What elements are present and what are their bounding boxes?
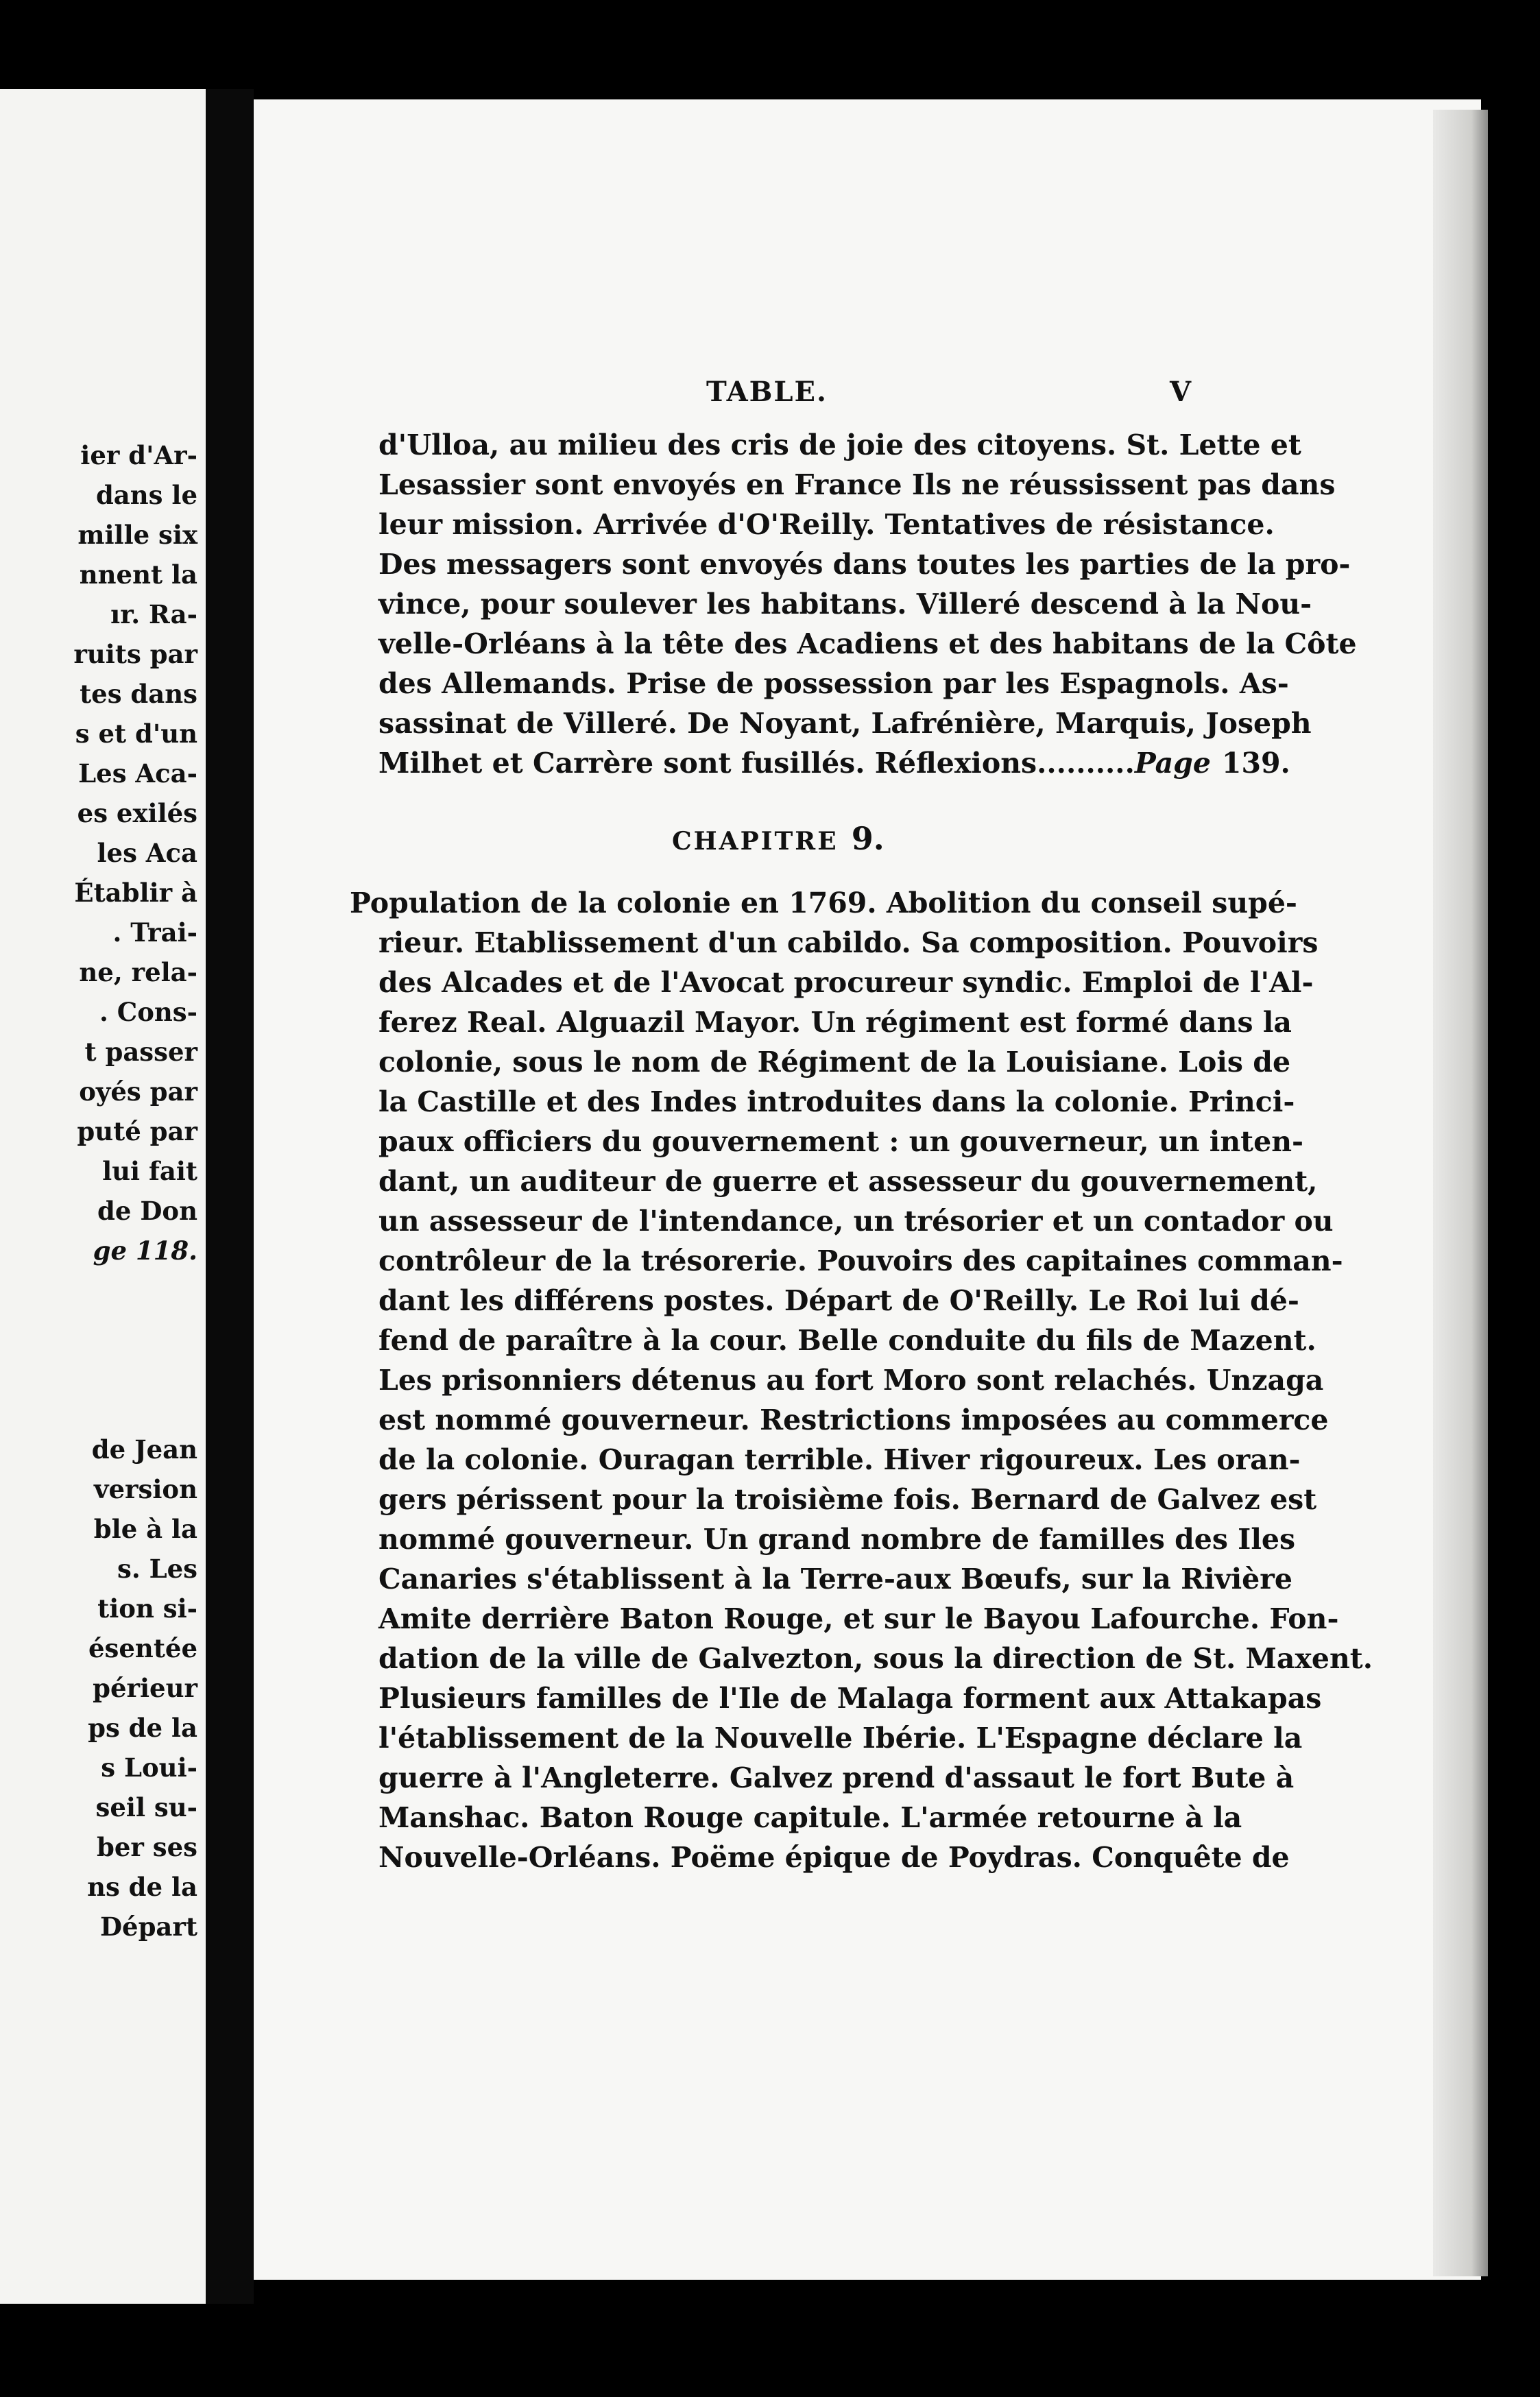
text-line: Nouvelle-Orléans. Poëme épique de Poydras. Conquête de xyxy=(378,1841,1290,1874)
book-gutter xyxy=(206,89,254,2304)
chapter-number: 9. xyxy=(851,820,885,857)
previous-page-line: . Cons- xyxy=(99,997,197,1027)
text-line: Lesassier sont envoyés en France Ils ne réussissent pas dans xyxy=(378,468,1336,501)
text-line-with-page-ref xyxy=(378,743,1290,783)
previous-page xyxy=(0,89,206,2304)
previous-page-line: s. Les xyxy=(117,1554,197,1584)
text-line: est nommé gouverneur. Restrictions imposées au commerce xyxy=(378,1404,1329,1436)
text-line: Des messagers sont envoyés dans toutes les parties de la pro- xyxy=(378,548,1351,581)
text-line: dation de la ville de Galvezton, sous la direction de St. Maxent. xyxy=(378,1642,1373,1675)
chapter-word: CHAPITRE xyxy=(672,827,839,856)
previous-page-line: puté par xyxy=(77,1116,197,1146)
previous-page-gap xyxy=(0,1270,197,1430)
page-number: V xyxy=(1170,376,1192,408)
text-line: contrôleur de la trésorerie. Pouvoirs des capitaines comman- xyxy=(378,1244,1343,1277)
previous-page-line: de Jean xyxy=(91,1434,197,1465)
text-line: Canaries s'établissent à la Terre-aux Bœufs, sur la Rivière xyxy=(378,1563,1292,1595)
text-line: dant, un auditeur de guerre et assesseur du gouvernement, xyxy=(378,1165,1318,1198)
previous-page-line: oyés par xyxy=(79,1076,197,1107)
text-line: nommé gouverneur. Un grand nombre de familles des Iles xyxy=(378,1523,1296,1556)
text-line: dant les différens postes. Départ de O'Reilly. Le Roi lui dé- xyxy=(378,1284,1299,1317)
text-line: leur mission. Arrivée d'O'Reilly. Tentatives de résistance. xyxy=(378,508,1275,541)
previous-page-line: ır. Ra- xyxy=(110,599,197,629)
previous-page-line: ns de la xyxy=(87,1872,197,1902)
previous-page-text xyxy=(0,435,197,1947)
previous-page-line: ier d'Ar- xyxy=(80,440,197,470)
previous-page-line: ble à la xyxy=(93,1514,197,1544)
text-line: des Alcades et de l'Avocat procureur syndic. Emploi de l'Al- xyxy=(378,966,1314,999)
running-header-title: TABLE. xyxy=(706,376,828,408)
previous-page-line: tes dans xyxy=(80,679,197,709)
text-line: des Allemands. Prise de possession par les Espagnols. As- xyxy=(378,667,1289,700)
text-line: sassinat de Villeré. De Noyant, Lafrénière, Marquis, Joseph xyxy=(378,707,1312,740)
previous-page-line: nnent la xyxy=(79,559,197,590)
previous-page-line: ps de la xyxy=(88,1713,197,1743)
chapter-9-summary xyxy=(350,883,1373,1877)
text-line: Les prisonniers détenus au fort Moro sont relachés. Unzaga xyxy=(378,1364,1324,1397)
text-line: la Castille et des Indes introduites dans la colonie. Princi- xyxy=(378,1085,1295,1118)
text-line: Population de la colonie en 1769. Abolition du conseil supé- xyxy=(350,887,1297,919)
text-line: Plusieurs familles de l'Ile de Malaga forment aux Attakapas xyxy=(378,1682,1322,1715)
text-line: l'établissement de la Nouvelle Ibérie. L'Espagne déclare la xyxy=(378,1722,1303,1755)
previous-page-line: Les Aca- xyxy=(78,758,197,788)
previous-page-line: lui fait xyxy=(102,1156,197,1186)
previous-page-line: Départ xyxy=(99,1912,197,1942)
text-line: Amite derrière Baton Rouge, et sur le Bayou Lafourche. Fon- xyxy=(378,1602,1339,1635)
previous-page-line: les Aca xyxy=(97,838,197,868)
previous-page-line: périeur xyxy=(93,1673,197,1703)
previous-page-line: s Loui- xyxy=(101,1752,197,1783)
previous-page-line: ne, rela- xyxy=(79,957,197,987)
text-line: rieur. Etablissement d'un cabildo. Sa composition. Pouvoirs xyxy=(378,926,1319,959)
previous-page-line: tion si- xyxy=(97,1593,197,1624)
previous-page-line: seil su- xyxy=(95,1792,197,1822)
text-line: d'Ulloa, au milieu des cris de joie des citoyens. St. Lette et xyxy=(378,429,1301,461)
previous-page-line: ésentée xyxy=(88,1633,197,1663)
previous-page-line: . Trai- xyxy=(112,917,197,948)
text-line-body: Milhet et Carrère sont fusillés. Réflexions.......... xyxy=(378,747,1135,780)
page-edge xyxy=(1433,110,1488,2276)
text-line: guerre à l'Angleterre. Galvez prend d'assaut le fort Bute à xyxy=(378,1761,1295,1794)
text-line: Manshac. Baton Rouge capitule. L'armée retourne à la xyxy=(378,1801,1242,1834)
chapter-heading xyxy=(672,820,885,857)
previous-page-line: ruits par xyxy=(73,639,197,669)
previous-page-line: ge 118. xyxy=(93,1236,197,1266)
previous-page-line: es exilés xyxy=(77,798,197,828)
previous-page-line: version xyxy=(94,1474,197,1504)
text-line: velle-Orléans à la tête des Acadiens et des habitans de la Côte xyxy=(378,627,1357,660)
previous-page-line: dans le xyxy=(95,480,197,510)
page-reference-word: Page xyxy=(1134,747,1211,780)
previous-page-line: t passer xyxy=(84,1037,197,1067)
page-reference-number: 139. xyxy=(1221,747,1290,780)
text-line: paux officiers du gouvernement : un gouverneur, un inten- xyxy=(378,1125,1304,1158)
text-line: fend de paraître à la cour. Belle conduite du fils de Mazent. xyxy=(378,1324,1316,1357)
text-line: gers périssent pour la troisième fois. Bernard de Galvez est xyxy=(378,1483,1317,1516)
previous-page-line: ber ses xyxy=(97,1832,197,1862)
chapter-8-summary xyxy=(378,425,1357,783)
text-line: un assesseur de l'intendance, un trésorier et un contador ou xyxy=(378,1205,1334,1238)
previous-page-line: s et d'un xyxy=(75,719,197,749)
previous-page-line: Établir à xyxy=(74,878,197,908)
text-line: ferez Real. Alguazil Mayor. Un régiment est formé dans la xyxy=(378,1006,1292,1039)
text-line: vince, pour soulever les habitans. Villeré descend à la Nou- xyxy=(378,588,1312,621)
text-line: de la colonie. Ouragan terrible. Hiver rigoureux. Les oran- xyxy=(378,1443,1301,1476)
previous-page-line: de Don xyxy=(97,1196,197,1226)
text-line: colonie, sous le nom de Régiment de la Louisiane. Lois de xyxy=(378,1046,1291,1079)
previous-page-line: mille six xyxy=(77,520,197,550)
